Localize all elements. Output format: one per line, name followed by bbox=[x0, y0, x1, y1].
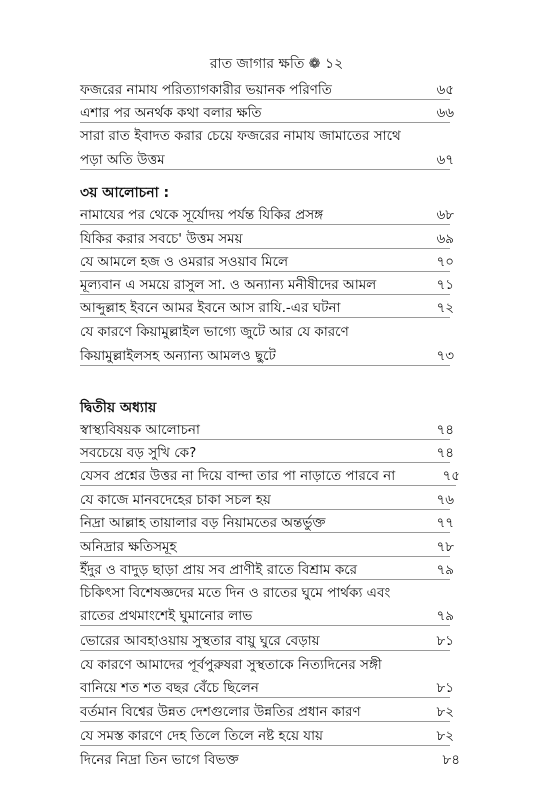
toc-entry-title: ইঁদুর ও বাদুড় ছাড়া প্রায় সব প্রাণীই রাতে বিশ্রাম করে bbox=[80, 562, 358, 578]
toc-page-number: ৬৭ bbox=[436, 152, 454, 168]
toc-entry-title: ফজরের নামায পরিত্যাগকারীর ভয়ানক পরিণতি bbox=[80, 82, 332, 98]
toc-entry-title: যিকির করার সবচে' উত্তম সময় bbox=[80, 231, 243, 247]
toc-page-number: ৭৯ bbox=[436, 562, 454, 578]
toc-entry-title: নামাযের পর থেকে সূর্যোদয় পর্যন্ত যিকির প্রসঙ্গ bbox=[80, 207, 324, 223]
toc-entry-line bbox=[80, 584, 456, 602]
chapter-heading: দ্বিতীয় অধ্যায় bbox=[80, 400, 157, 416]
toc-page-number: ৭৯ bbox=[436, 608, 454, 624]
toc-entry bbox=[80, 561, 454, 580]
toc-entry bbox=[80, 253, 454, 272]
toc-entry bbox=[80, 538, 454, 557]
toc-entry-title: যে কারণে আমাদের পূর্বপুরুষরা সুস্থতাকে নিত্যদিনের সঙ্গী bbox=[80, 657, 382, 673]
toc-entry-title: যে কারণে কিয়ামুল্লাইল ভাগ্যে জুটে আর যে কারণে bbox=[80, 324, 349, 340]
toc-page-number: ৬৯ bbox=[436, 231, 454, 247]
toc-entry-title: যে কাজে মানবদেহের চাকা সচল হয় bbox=[80, 492, 271, 508]
toc-page-number: ৭৬ bbox=[436, 492, 454, 508]
toc-entry-title: আব্দুল্লাহ ইবনে আমর ইবনে আস রাযি.-এর ঘটনা bbox=[80, 300, 341, 316]
toc-page-number: ৬৮ bbox=[436, 207, 454, 223]
toc-entry-title-continued: কিয়ামুল্লাইলসহ অন্যান্য আমলও ছুটে bbox=[80, 348, 276, 364]
toc-page-number: ৭২ bbox=[436, 300, 454, 316]
toc-page-number: ৭৭ bbox=[436, 515, 454, 531]
toc-entry-title-continued: বানিয়ে শত শত বছর বেঁচে ছিলেন bbox=[80, 680, 259, 696]
toc-entry bbox=[80, 104, 454, 123]
toc-entry bbox=[80, 81, 454, 100]
toc-entry-title: দিনের নিদ্রা তিন ভাগে বিভক্ত bbox=[80, 752, 239, 768]
toc-entry-title: সবচেয়ে বড় সুখি কে? bbox=[80, 445, 197, 461]
toc-page-number: ৬৬ bbox=[436, 105, 454, 121]
toc-entry-title-continued: রাতের প্রথমাংশেই ঘুমানোর লাভ bbox=[80, 608, 253, 624]
toc-entry bbox=[80, 421, 454, 440]
toc-page-number: ৮১ bbox=[436, 633, 454, 649]
toc-page-number: ৭১ bbox=[436, 277, 454, 293]
toc-page-number: ৭৫ bbox=[442, 468, 460, 484]
toc-entry bbox=[80, 151, 454, 170]
section-heading: ৩য় আলোচনা : bbox=[80, 185, 170, 201]
toc-entry bbox=[80, 607, 454, 626]
running-header: রাত জাগার ক্ষতি ❁ ১২ bbox=[209, 56, 344, 72]
toc-entry bbox=[80, 206, 454, 225]
toc-page-number: ৭০ bbox=[436, 254, 454, 270]
toc-entry-title: সারা রাত ইবাদত করার চেয়ে ফজরের নামায জামাতের সাথে bbox=[80, 128, 401, 144]
toc-entry-title: এশার পর অনর্থক কথা বলার ক্ষতি bbox=[80, 105, 262, 121]
toc-entry-line bbox=[80, 127, 450, 145]
toc-entry-line bbox=[80, 323, 450, 341]
toc-entry-title: ভোরের আবহাওয়ায় সুস্থতার বায়ু ঘুরে বেড়ায় bbox=[80, 633, 320, 649]
toc-page-number: ৬৫ bbox=[436, 82, 454, 98]
toc-entry bbox=[80, 299, 454, 318]
toc-page-number: ৭৪ bbox=[436, 445, 454, 461]
toc-entry-title: অনিদ্রার ক্ষতিসমূহ bbox=[80, 539, 177, 555]
toc-entry-title: নিদ্রা আল্লাহ তায়ালার বড় নিয়ামতের অন্তর্ভুক্ত bbox=[80, 515, 326, 531]
toc-entry-title: চিকিৎসা বিশেষজ্ঞদের মতে দিন ও রাতের ঘুমে পার্থক্য এবং bbox=[80, 585, 391, 601]
toc-entry-title: যেসব প্রশ্নের উত্তর না দিয়ে বান্দা তার পা নাড়াতে পারবে না bbox=[80, 468, 396, 484]
toc-entry bbox=[80, 276, 454, 295]
toc-page-number: ৮২ bbox=[436, 704, 454, 720]
toc-entry bbox=[80, 491, 454, 510]
toc-page-number: ৮২ bbox=[436, 728, 454, 744]
toc-entry-title: যে আমলে হজ ও ওমরার সওয়াব মিলে bbox=[80, 254, 289, 270]
toc-entry bbox=[80, 727, 454, 746]
toc-entry bbox=[80, 444, 454, 463]
toc-entry-title: স্বাস্থ্যবিষয়ক আলোচনা bbox=[80, 422, 200, 438]
toc-page-number: ৭৪ bbox=[436, 422, 454, 438]
toc-entry bbox=[80, 751, 460, 769]
toc-entry bbox=[80, 703, 454, 722]
toc-page-number: ৮৪ bbox=[442, 752, 460, 768]
toc-entry-title: মূল্যবান এ সময়ে রাসুল সা. ও অন্যান্য মনীষীদের আমল bbox=[80, 277, 377, 293]
toc-entry-line bbox=[80, 656, 450, 674]
toc-page-number: ৭৮ bbox=[436, 539, 454, 555]
toc-entry bbox=[80, 347, 454, 366]
toc-entry bbox=[80, 514, 454, 533]
toc-entry bbox=[80, 632, 454, 651]
toc-page-number: ৮১ bbox=[436, 680, 454, 696]
toc-entry bbox=[80, 467, 460, 486]
toc-entry bbox=[80, 679, 454, 698]
toc-entry-title: বর্তমান বিশ্বের উন্নত দেশগুলোর উন্নতির প্রধান কারণ bbox=[80, 704, 361, 720]
toc-entry-title-continued: পড়া অতি উত্তম bbox=[80, 152, 165, 168]
toc-page-number: ৭৩ bbox=[436, 348, 454, 364]
toc-entry bbox=[80, 230, 454, 249]
toc-entry-title: যে সমস্ত কারণে দেহ তিলে তিলে নষ্ট হয়ে যায় bbox=[80, 728, 323, 744]
